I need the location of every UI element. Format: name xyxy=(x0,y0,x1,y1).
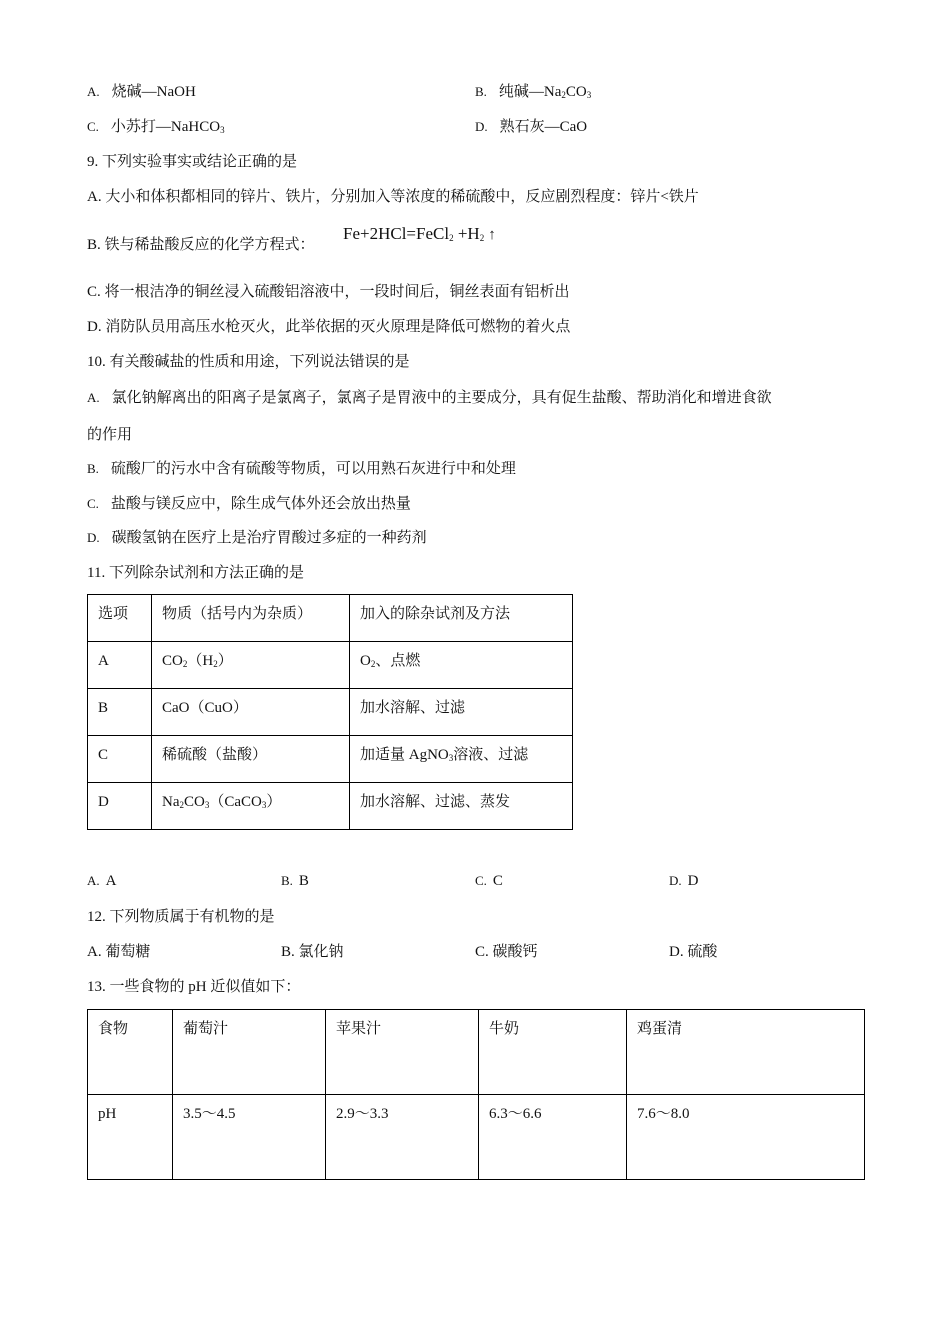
table-cell: D xyxy=(88,783,152,830)
table-header-row xyxy=(88,595,573,642)
table-cell: pH xyxy=(88,1095,173,1180)
table-header-cell: 加入的除杂试剂及方法 xyxy=(350,595,573,642)
table-header-cell: 选项 xyxy=(88,595,152,642)
table-cell: $O_2$、点燃 xyxy=(350,642,573,689)
q11-stem: 11. 下列除杂试剂和方法正确的是 xyxy=(87,565,304,581)
q9-option-c: C. 将一根洁净的铜丝浸入硫酸铝溶液中，一段时间后，铜丝表面有铝析出 xyxy=(87,284,570,300)
table-row xyxy=(88,736,573,783)
table-cell: A xyxy=(88,642,152,689)
q9-stem: 9. 下列实验事实或结论正确的是 xyxy=(87,154,298,170)
q10-option-d: D. 碳酸氢钠在医疗上是治疗胃酸过多症的一种药剂 xyxy=(87,530,427,546)
table-cell: 6.3～6.6 xyxy=(479,1095,627,1180)
q10-option-b: B. 硫酸厂的污水中含有硫酸等物质，可以用熟石灰进行中和处理 xyxy=(87,461,516,477)
table-cell: 3.5～4.5 xyxy=(173,1095,326,1180)
table-cell: C xyxy=(88,736,152,783)
table-row xyxy=(88,689,573,736)
table-cell: $Na_2CO_3(CaCO_3)$ xyxy=(152,783,350,830)
table-cell: 7.6～8.0 xyxy=(627,1095,865,1180)
q13-stem: 13. 一些食物的 pH 近似值如下： xyxy=(87,979,301,995)
q10-option-c: C. 盐酸与镁反应中，除生成气体外还会放出热量 xyxy=(87,496,411,512)
table-cell: B xyxy=(88,689,152,736)
q8-option-c: C. 小苏打—NaHCO$_3$ xyxy=(87,119,225,135)
q11-answer-a: A. A xyxy=(87,873,117,889)
q10-option-a: A. 氯化钠解离出的阳离子是氯离子，氯离子是胃液中的主要成分，具有促生盐酸、帮助消化和增进食欲 xyxy=(87,390,772,406)
q12-option-b: B. 氯化钠 xyxy=(281,944,344,960)
table-header-cell: 苹果汁 xyxy=(326,1010,479,1095)
table-cell: 加水溶解、过滤、蒸发 xyxy=(350,783,573,830)
q8-option-b: B. 纯碱$—Na_2CO_3$ xyxy=(475,84,592,100)
q11-answer-c: C. C xyxy=(475,873,503,889)
q11-answer-d: D. D xyxy=(669,873,699,889)
up-arrow-icon: ↑ xyxy=(488,227,496,243)
table-header-cell: 鸡蛋清 xyxy=(627,1010,865,1095)
q11-table xyxy=(87,594,573,830)
q10-stem: 10. 有关酸碱盐的性质和用途，下列说法错误的是 xyxy=(87,354,410,370)
table-row xyxy=(88,783,573,830)
table-header-cell: 牛奶 xyxy=(479,1010,627,1095)
q9-option-a: A. 大小和体积都相同的锌片、铁片，分别加入等浓度的稀硫酸中，反应剧烈程度：锌片<铁片 xyxy=(87,189,699,205)
q10-option-a-cont: 的作用 xyxy=(87,427,133,443)
table-cell: 稀硫酸（盐酸） xyxy=(152,736,350,783)
table-cell: 加适量 AgNO$_3$溶液、过滤 xyxy=(350,736,573,783)
q12-option-c: C. 碳酸钙 xyxy=(475,944,538,960)
table-row xyxy=(88,1095,865,1180)
table-cell: CaO（CuO） xyxy=(152,689,350,736)
q11-answer-b: B. B xyxy=(281,873,309,889)
q13-table xyxy=(87,1009,865,1180)
table-header-cell: 葡萄汁 xyxy=(173,1010,326,1095)
table-row xyxy=(88,642,573,689)
table-header-row xyxy=(88,1010,865,1095)
table-cell: 加水溶解、过滤 xyxy=(350,689,573,736)
q8-option-a: A. 烧碱—NaOH xyxy=(87,84,196,100)
table-header-cell: 物质（括号内为杂质） xyxy=(152,595,350,642)
table-header-cell: 食物 xyxy=(88,1010,173,1095)
q12-stem: 12. 下列物质属于有机物的是 xyxy=(87,909,275,925)
table-cell: $CO_2(H_2)$ xyxy=(152,642,350,689)
table-cell: 2.9～3.3 xyxy=(326,1095,479,1180)
q12-option-a: A. 葡萄糖 xyxy=(87,944,151,960)
q8-option-d: D. 熟石灰—CaO xyxy=(475,119,588,135)
q9-option-d: D. 消防队员用高压水枪灭火，此举依据的灭火原理是降低可燃物的着火点 xyxy=(87,319,571,335)
q9-equation: Fe+2HCl=FeCl$_2$ $+H_2$ ↑ xyxy=(343,224,496,243)
q9-option-b: B. 铁与稀盐酸反应的化学方程式： xyxy=(87,237,315,253)
q12-option-d: D. 硫酸 xyxy=(669,944,718,960)
